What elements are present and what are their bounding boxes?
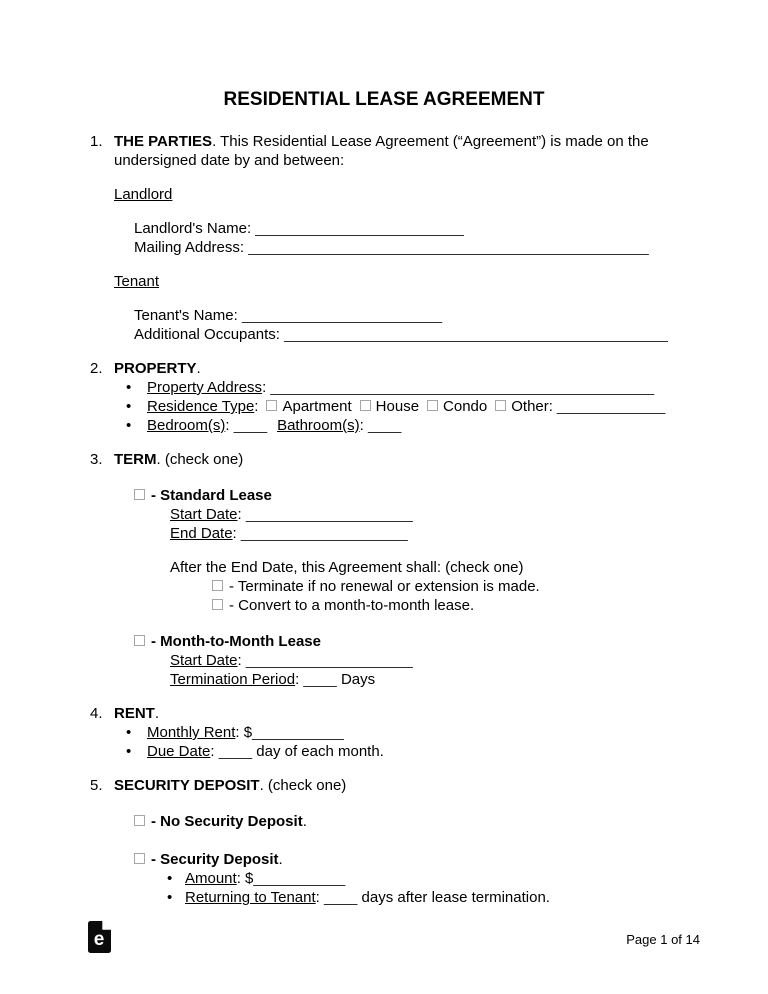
page-footer [88,921,700,958]
property-address-label: Property Address [147,379,263,396]
separator: : [210,743,219,760]
security-deposit-option-row [134,850,698,869]
standard-start-date-blank[interactable]: ____________________ [245,506,413,523]
no-security-deposit-suffix: . [302,813,307,830]
tenant-name-blank[interactable]: ________________________ [241,307,443,324]
section-rent [90,704,698,761]
returning-to-tenant-line [185,888,550,907]
residence-type-line [147,397,665,416]
monthly-rent-line [147,723,344,742]
convert-label: - Convert to a month-to-month lease. [229,597,475,614]
landlord-name-blank[interactable]: _________________________ [255,220,464,237]
section-rent-number: 4. [90,705,103,722]
section-property-body [114,359,698,435]
due-date-label: Due Date [147,743,211,760]
section-rent-heading: RENT [114,705,155,722]
landlord-name-row [134,219,698,238]
separator: : [225,417,234,434]
mailing-address-row [134,238,698,257]
monthly-rent-row [126,723,698,742]
bedrooms-bathrooms-row [126,416,698,435]
termination-period-label: Termination Period [170,671,296,688]
section-rent-suffix: . [154,705,160,722]
tenant-subheading-row [114,272,698,291]
residence-type-label: Residence Type [147,398,255,415]
due-date-suffix: day of each month. [252,743,384,760]
standard-lease-option-row [134,486,698,505]
section-parties [90,132,698,344]
terminate-option-row [212,577,698,596]
standard-end-date-row [170,524,698,543]
house-option [360,398,419,415]
logo-letter: e [93,929,105,950]
due-date-row [126,742,698,761]
other-blank[interactable]: _____________ [556,398,666,415]
termination-period-blank[interactable]: ____ [303,671,337,688]
apartment-label: Apartment [282,398,352,415]
section-security-heading: SECURITY DEPOSIT [114,777,260,794]
bedrooms-label: Bedroom(s) [147,417,226,434]
bullet-icon: • [126,379,132,396]
landlord-name-label: Landlord's Name [134,220,247,237]
property-address-line [147,378,654,397]
returning-to-tenant-suffix: days after lease termination. [357,889,550,906]
monthly-rent-label: Monthly Rent [147,724,236,741]
separator: : [315,889,324,906]
tenant-name-label: Tenant's Name [134,307,234,324]
separator: : [237,506,246,523]
document-logo-icon [88,921,111,953]
other-option [495,398,553,415]
residence-type-row [126,397,698,416]
additional-occupants-label: Additional Occupants [134,326,276,343]
amount-label: Amount [185,870,237,887]
standard-start-date-row [170,505,698,524]
after-end-date-text: After the End Date, this Agreement shall: (check one) [170,559,524,576]
parties-intro-text: . This Residential Lease Agreement (“Agreement”) is made on the undersigned date by and between: [114,133,649,169]
convert-checkbox[interactable] [212,599,223,610]
section-property [90,359,698,435]
start-date-label: Start Date [170,506,238,523]
bullet-icon: • [126,724,132,741]
separator: : [232,525,241,542]
document-content [0,132,768,907]
property-heading-row [114,359,698,378]
standard-lease-label: - Standard Lease [151,487,272,504]
month-to-month-option-row [134,632,698,651]
colon: : [254,398,259,415]
eforms-logo [88,921,111,958]
separator: : [233,307,242,324]
deposit-amount-blank[interactable]: ___________ [253,870,346,887]
other-label: Other: [511,398,553,415]
returning-to-tenant-blank[interactable]: ____ [324,889,358,906]
section-security-suffix: . (check one) [259,777,347,794]
separator: : [239,239,249,256]
security-deposit-checkbox[interactable] [134,853,145,864]
bullet-icon: • [126,398,132,415]
monthly-rent-blank[interactable]: ___________ [252,724,344,741]
separator: : $ [235,724,253,741]
separator: : [295,671,304,688]
section-rent-body [114,704,698,761]
section-term-number: 3. [90,451,103,468]
rent-heading-row [114,704,698,723]
bullet-icon: • [126,743,132,760]
condo-checkbox[interactable] [427,400,438,411]
bedrooms-blank[interactable]: ____ [233,417,268,434]
section-security-deposit [90,776,698,907]
house-label: House [375,398,420,415]
term-heading-row [114,450,698,469]
section-property-heading: PROPERTY [114,360,197,377]
standard-lease-checkbox[interactable] [134,489,145,500]
terminate-label: - Terminate if no renewal or extension is made. [229,578,540,595]
termination-period-row [170,670,698,689]
additional-occupants-blank[interactable]: ______________________________________________ [284,326,668,343]
mailing-address-blank[interactable]: ________________________________________________ [248,239,649,256]
condo-label: Condo [443,398,488,415]
bathrooms-label: Bathroom(s) [277,417,360,434]
deposit-amount-row [167,869,698,888]
bullet-icon: • [126,417,132,434]
separator: : $ [236,870,254,887]
section-term-heading: TERM [114,451,157,468]
house-checkbox[interactable] [360,400,371,411]
month-to-month-label: - Month-to-Month Lease [151,633,321,650]
tenant-name-row [134,306,698,325]
returning-to-tenant-row [167,888,698,907]
section-parties-number: 1. [90,133,103,150]
terminate-checkbox[interactable] [212,580,223,591]
tenant-subheading: Tenant [114,273,160,290]
separator: : [246,220,256,237]
property-address-row [126,378,698,397]
page-number: Page 1 of 14 [626,931,700,947]
security-heading-row [114,776,698,795]
m2m-start-date-blank[interactable]: ____________________ [245,652,413,669]
termination-period-suffix: Days [336,671,376,688]
bullet-icon: • [167,870,173,887]
bedrooms-bathrooms-line [147,416,401,435]
security-deposit-suffix: . [278,851,283,868]
no-security-deposit-checkbox[interactable] [134,815,145,826]
bathrooms-blank[interactable]: ____ [367,417,402,434]
start-date-label: Start Date [170,652,238,669]
apartment-option [266,398,351,415]
document-title: RESIDENTIAL LEASE AGREEMENT [223,89,545,110]
standard-end-date-blank[interactable]: ____________________ [240,525,408,542]
section-property-number: 2. [90,360,103,377]
separator: : [262,379,271,396]
deposit-amount-line [185,869,345,888]
m2m-start-date-row [170,651,698,670]
landlord-subheading-row [114,185,698,204]
landlord-subheading: Landlord [114,186,173,203]
section-property-suffix: . [196,360,201,377]
returning-to-tenant-label: Returning to Tenant [185,889,316,906]
no-security-deposit-option-row [134,812,698,831]
convert-option-row [212,596,698,615]
no-security-deposit-label: - No Security Deposit [151,813,303,830]
condo-option [427,398,487,415]
end-date-label: End Date [170,525,233,542]
other-checkbox[interactable] [495,400,506,411]
section-parties-heading: THE PARTIES [114,133,213,150]
due-date-blank[interactable]: ____ [218,743,253,760]
property-address-blank[interactable]: ______________________________________________ [270,379,655,396]
section-security-body [114,776,698,907]
apartment-checkbox[interactable] [266,400,277,411]
separator: : [275,326,285,343]
section-term-suffix: . (check one) [156,451,244,468]
section-security-number: 5. [90,777,103,794]
mailing-address-label: Mailing Address [134,239,240,256]
additional-occupants-row [134,325,698,344]
security-deposit-label: - Security Deposit [151,851,279,868]
section-term-body [114,450,698,689]
month-to-month-checkbox[interactable] [134,635,145,646]
section-term [90,450,698,689]
separator: : [359,417,368,434]
due-date-line [147,742,384,761]
separator: : [237,652,246,669]
section-parties-body [114,132,698,344]
parties-intro-paragraph [114,132,698,170]
bullet-icon: • [167,889,173,906]
